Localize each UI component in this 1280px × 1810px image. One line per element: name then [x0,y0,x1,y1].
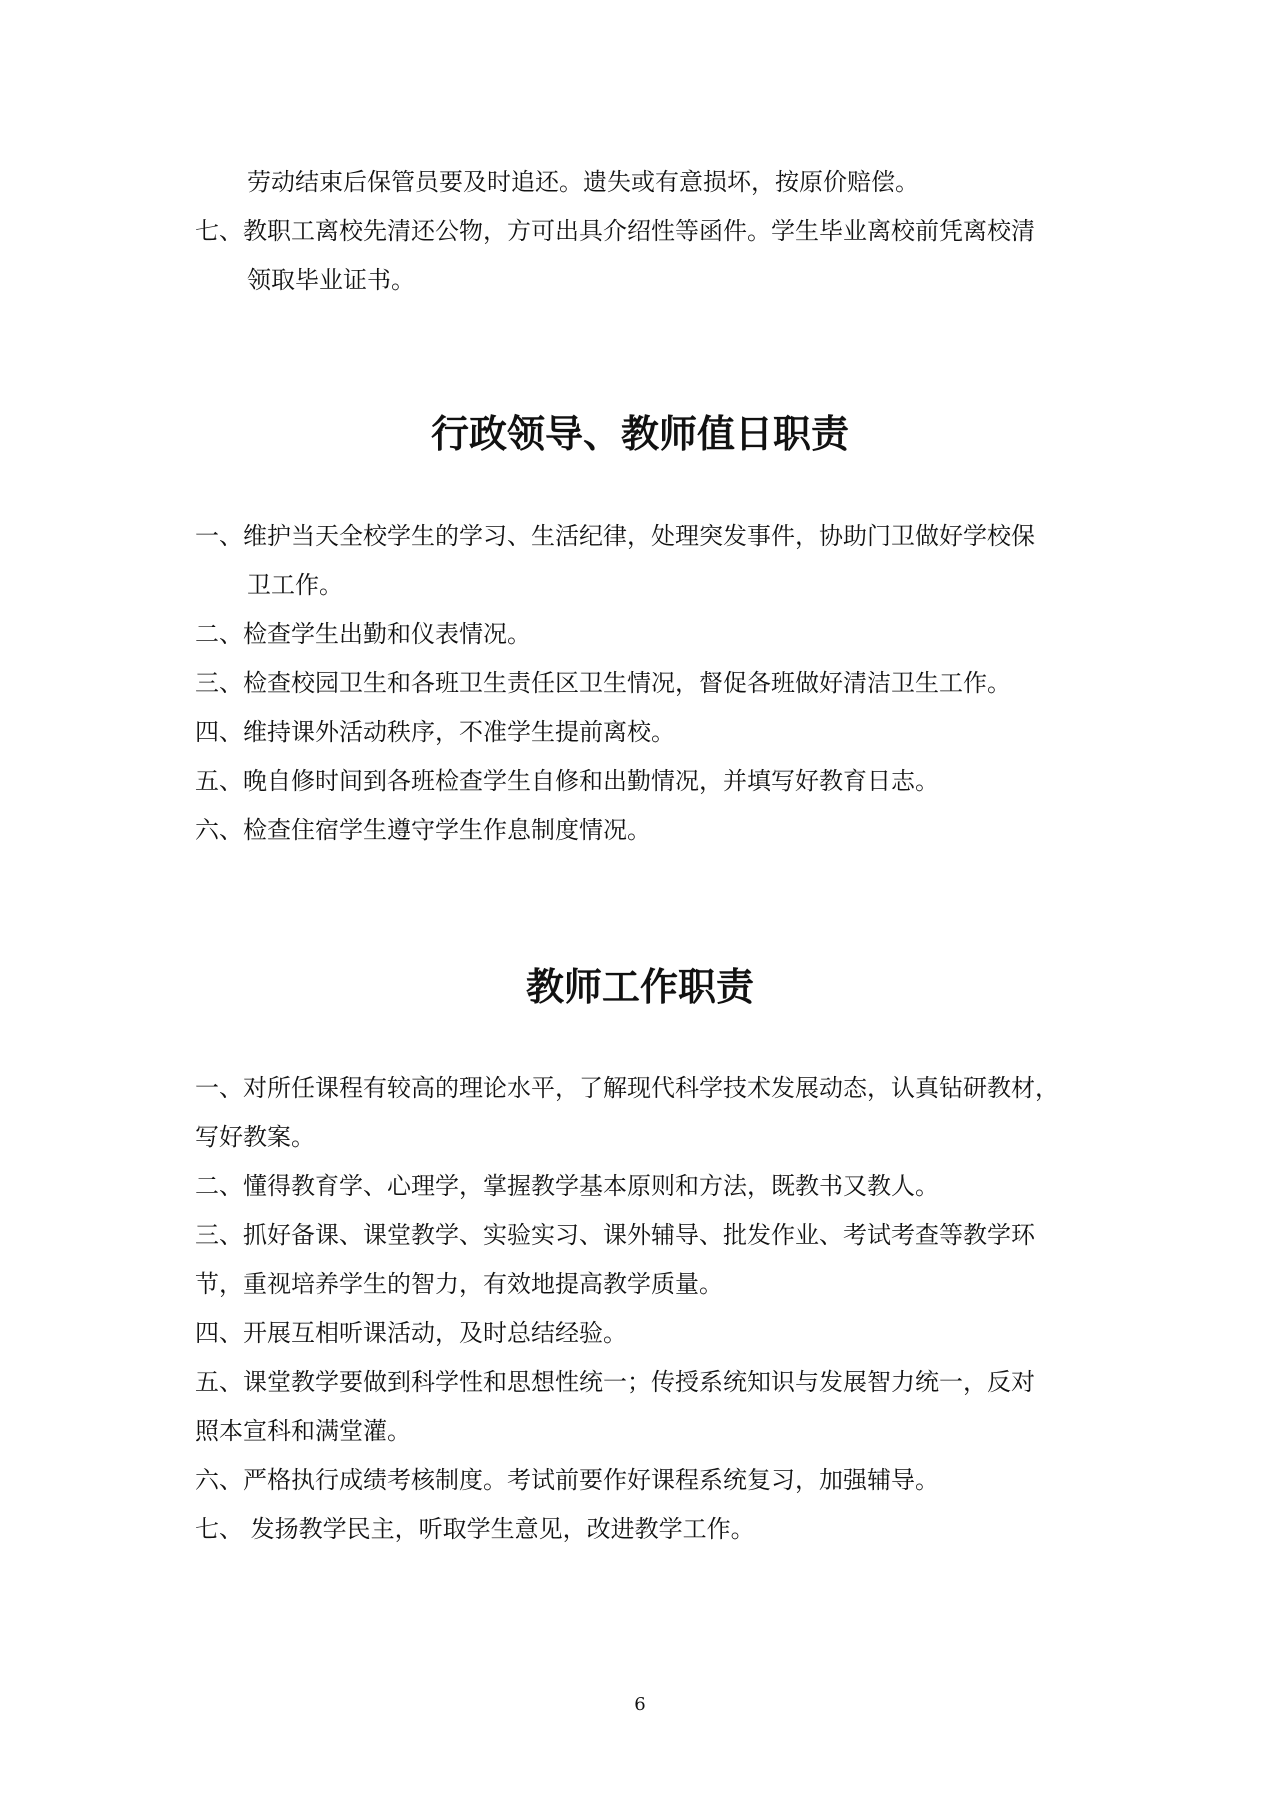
teacher-item-1: 一、对所任课程有较高的理论水平，了解现代科学技术发展动态，认真钻研教材， [195,1074,1059,1102]
teacher-item-5-continued: 照本宣科和满堂灌。 [195,1417,411,1445]
duty-section-title: 行政领导、教师值日职责 [430,412,849,456]
teacher-item-2: 二、懂得教育学、心理学，掌握教学基本原则和方法，既教书又教人。 [195,1172,939,1200]
duty-item-1-continued: 卫工作。 [247,571,343,599]
teacher-item-5: 五、课堂教学要做到科学性和思想性统一；传授系统知识与发展智力统一，反对 [195,1368,1035,1396]
teacher-item-1-continued: 写好教案。 [195,1123,315,1151]
duty-item-5: 五、晚自修时间到各班检查学生自修和出勤情况，并填写好教育日志。 [195,767,939,795]
duty-item-2: 二、检查学生出勤和仪表情况。 [195,620,531,648]
duty-item-1: 一、维护当天全校学生的学习、生活纪律，处理突发事件，协助门卫做好学校保 [195,522,1035,550]
top-text-line: 领取毕业证书。 [247,266,415,294]
teacher-item-3-continued: 节，重视培养学生的智力，有效地提高教学质量。 [195,1270,723,1298]
teacher-item-4: 四、开展互相听课活动，及时总结经验。 [195,1319,627,1347]
teacher-item-6: 六、严格执行成绩考核制度。考试前要作好课程系统复习，加强辅导。 [195,1466,939,1494]
duty-item-6: 六、检查住宿学生遵守学生作息制度情况。 [195,816,651,844]
top-item-7: 七、教职工离校先清还公物，方可出具介绍性等函件。学生毕业离校前凭离校清 [195,217,1035,245]
teacher-item-3: 三、抓好备课、课堂教学、实验实习、课外辅导、批发作业、考试考查等教学环 [195,1221,1035,1249]
page-number: 6 [634,1694,646,1715]
teacher-item-7: 七、 发扬教学民主，听取学生意见，改进教学工作。 [195,1515,755,1543]
duty-item-3: 三、检查校园卫生和各班卫生责任区卫生情况，督促各班做好清洁卫生工作。 [195,669,1011,697]
top-text-line: 劳动结束后保管员要及时追还。遗失或有意损坏，按原价赔偿。 [247,168,919,196]
duty-item-4: 四、维持课外活动秩序，不准学生提前离校。 [195,718,675,746]
teacher-section-title: 教师工作职责 [525,965,754,1009]
